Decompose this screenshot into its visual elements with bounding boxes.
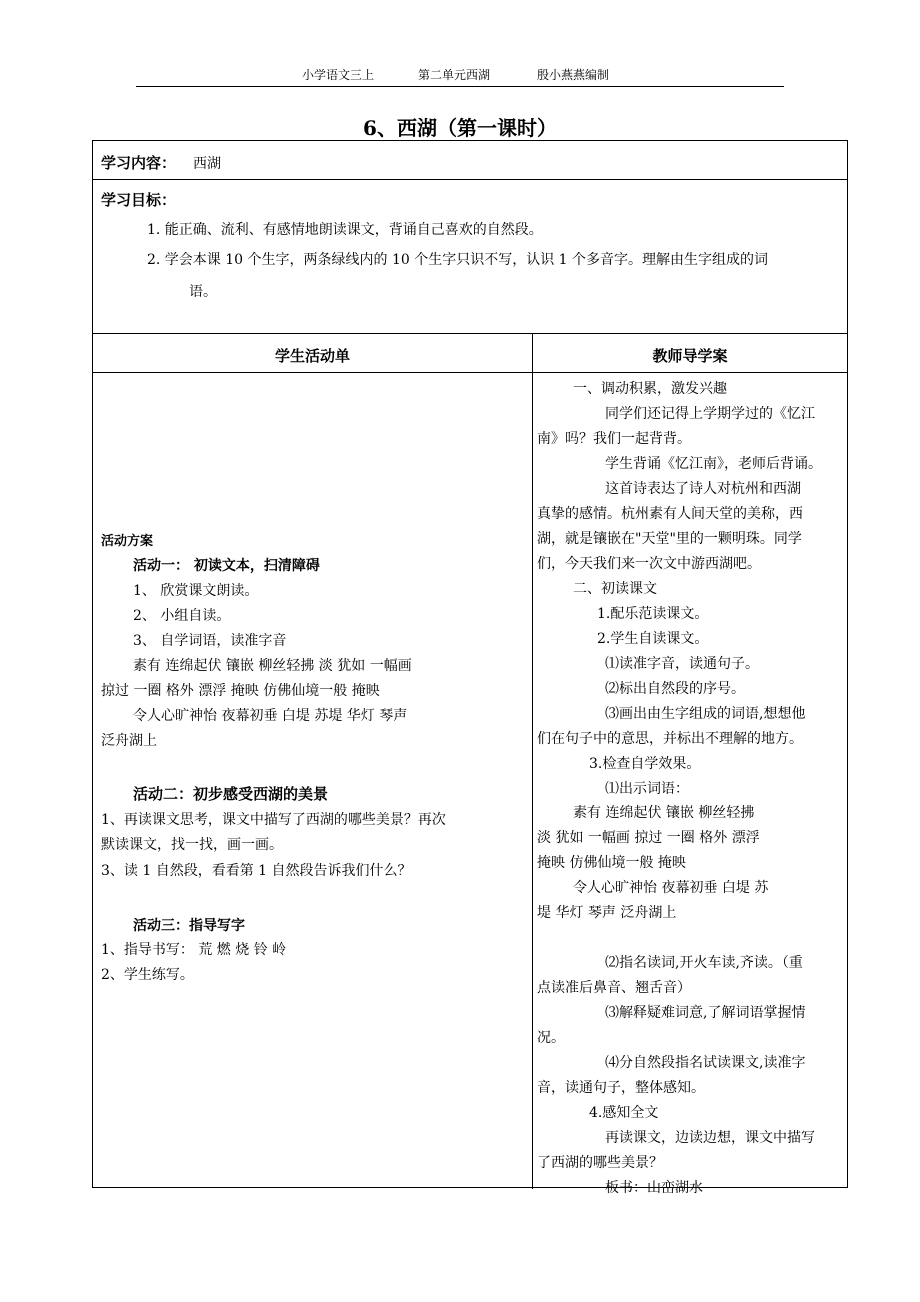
- activity-3-title: 活动三：指导写字: [133, 918, 245, 934]
- activity-2-title: 活动二：初步感受西湖的美景: [133, 785, 329, 803]
- teacher-line: 二、初读课文: [573, 581, 657, 597]
- row-divider: [93, 179, 847, 180]
- activity-2-step-1: 1、再读课文思考，课文中描写了西湖的哪些美景？再次: [101, 812, 446, 828]
- teacher-line: 们，今天我们来一次文中游西湖吧。: [537, 556, 761, 572]
- row-divider: [93, 333, 847, 334]
- header-author: 殷小燕燕编制: [537, 68, 610, 82]
- teacher-line: 们在句子中的意思，并标出不理解的地方。: [537, 731, 803, 747]
- teacher-line: ⑵标出自然段的序号。: [605, 681, 745, 697]
- teacher-vocab-line: 淡 犹如 一幅画 掠过 一圈 格外 漂浮: [537, 830, 760, 846]
- teacher-line: 一、调动积累，激发兴趣: [573, 381, 727, 397]
- teacher-line: 湖，就是镶嵌在"天堂"里的一颗明珠。同学: [537, 531, 802, 547]
- goal-item-1: 1. 能正确、流利、有感情地朗读课文，背诵自己喜欢的自然段。: [147, 222, 543, 238]
- teacher-line: 同学们还记得上学期学过的《忆江: [605, 406, 815, 422]
- activity-3-step-1: 1、指导书写： 荒 燃 烧 铃 岭: [101, 942, 287, 958]
- teacher-line: 板书：山峦湖水: [605, 1180, 703, 1196]
- teacher-line: 这首诗表达了诗人对杭州和西湖: [605, 481, 801, 497]
- teacher-line: ⑴出示词语：: [605, 781, 689, 797]
- content-value: 西湖: [193, 156, 221, 172]
- teacher-line: 音，读通句子，整体感知。: [537, 1080, 705, 1096]
- activity-1-step-2: 2、 小组自读。: [133, 608, 231, 624]
- goal-item-2-cont: 语。: [189, 284, 217, 300]
- vocab-line-4: 泛舟湖上: [101, 733, 157, 749]
- teacher-line: ⑴读准字音，读通句子。: [605, 656, 759, 672]
- teacher-line: ⑶解释疑难词意,了解词语掌握情: [605, 1005, 806, 1021]
- teacher-line: 学生背诵《忆江南》，老师后背诵。: [605, 456, 822, 472]
- header-rule: [136, 86, 784, 87]
- activity-1-step-3: 3、 自学词语，读准字音: [133, 633, 287, 649]
- teacher-vocab-line: 堤 华灯 琴声 泛舟湖上: [537, 905, 677, 921]
- vocab-line-2: 掠过 一圈 格外 漂浮 掩映 仿佛仙境一般 掩映: [101, 683, 380, 699]
- content-label: 学习内容：: [101, 154, 177, 172]
- teacher-line: 点读准后鼻音、翘舌音）: [537, 980, 691, 996]
- column-header-student: 学生活动单: [274, 347, 350, 365]
- teacher-line: ⑶画出由生字组成的词语,想想他: [605, 706, 806, 722]
- header-unit: 第二单元西湖: [418, 68, 491, 82]
- activity-1-step-1: 1、 欣赏课文朗读。: [133, 583, 259, 599]
- teacher-line: 再读课文，边读边想，课文中描写: [605, 1130, 815, 1146]
- vocab-line-3: 令人心旷神怡 夜幕初垂 白堤 苏堤 华灯 琴声: [133, 708, 408, 724]
- teacher-line: 1.配乐范读课文。: [597, 606, 709, 622]
- page-header: [0, 66, 920, 82]
- teacher-line: 了西湖的哪些美景？: [537, 1155, 663, 1171]
- vocab-line-1: 素有 连绵起伏 镶嵌 柳丝轻拂 淡 犹如 一幅画: [133, 658, 412, 674]
- teacher-vocab-line: 掩映 仿佛仙境一般 掩映: [537, 855, 686, 871]
- activity-3-step-2: 2、学生练写。: [101, 967, 194, 983]
- teacher-line: 南》吗？我们一起背背。: [537, 431, 691, 447]
- activity-1-title: 活动一： 初读文本，扫清障碍: [133, 558, 320, 574]
- goal-item-2: 2. 学会本课 10 个生字，两条绿线内的 10 个生字只识不写，认识 1 个多音字。理解由生字组成的词: [147, 252, 769, 268]
- teacher-line: 3.检查自学效果。: [589, 756, 701, 772]
- teacher-vocab-line: 素有 连绵起伏 镶嵌 柳丝轻拂: [573, 805, 755, 821]
- teacher-line: ⑷分自然段指名试读课文,读准字: [605, 1055, 806, 1071]
- teacher-line: 4.感知全文: [589, 1105, 659, 1121]
- page-title: 6、西湖（第一课时）: [363, 116, 557, 140]
- teacher-line: ⑵指名读词,开火车读,齐读。（重: [605, 955, 803, 971]
- row-divider: [93, 372, 847, 373]
- teacher-line: 2.学生自读课文。: [597, 631, 709, 647]
- teacher-line: 况。: [537, 1030, 565, 1046]
- header-subject: 小学语文三上: [302, 68, 375, 82]
- activity-2-step-2: 3、读 1 自然段，看看第 1 自然段告诉我们什么？: [101, 863, 412, 879]
- column-header-teacher: 教师导学案: [652, 347, 728, 365]
- activity-plan-title: 活动方案: [101, 534, 154, 549]
- goals-label: 学习目标：: [101, 191, 177, 209]
- column-divider: [532, 333, 533, 1189]
- activity-2-step-1-cont: 默读课文，找一找，画一画。: [101, 837, 283, 853]
- lesson-table: [92, 140, 848, 1196]
- teacher-line: 真挚的感情。杭州素有人间天堂的美称，西: [537, 506, 803, 522]
- teacher-vocab-line: 令人心旷神怡 夜幕初垂 白堤 苏: [573, 880, 769, 896]
